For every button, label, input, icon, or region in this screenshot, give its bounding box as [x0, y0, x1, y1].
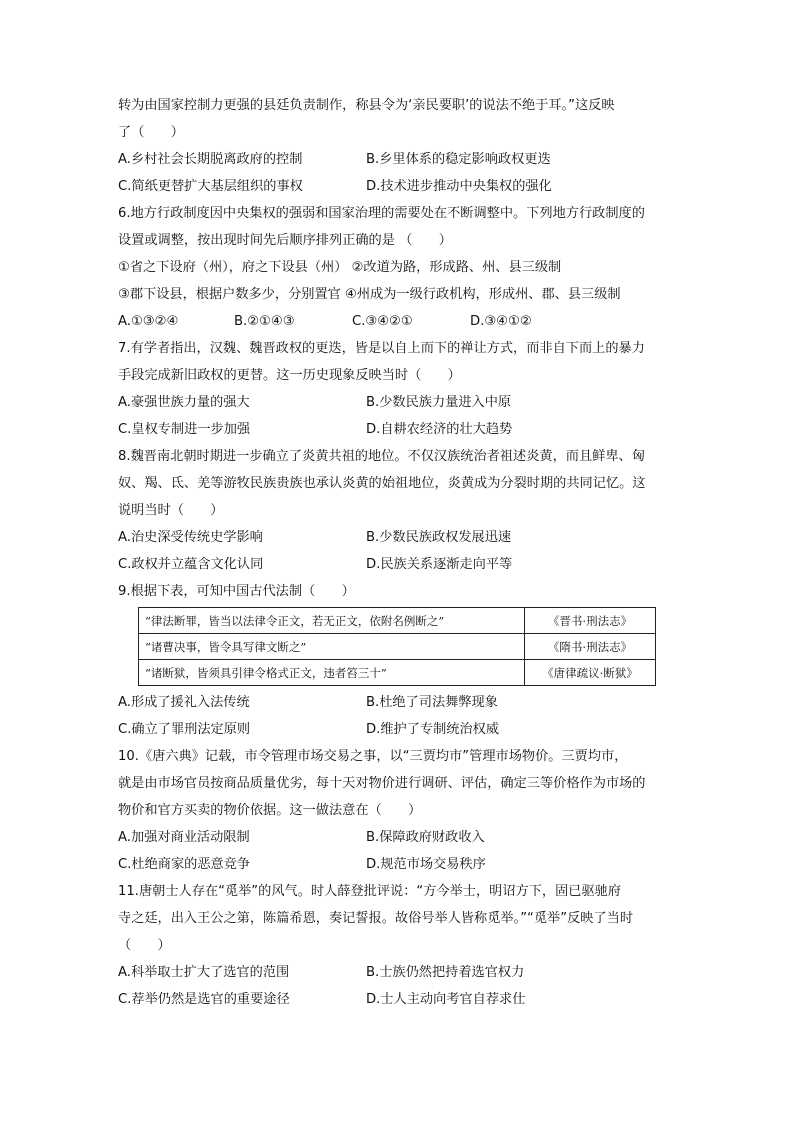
q6-option-b[interactable]: B.②①④③ — [234, 314, 295, 329]
q8-option-c[interactable]: C.政权并立蕴含文化认同 — [118, 557, 264, 572]
q10-options-row2 — [118, 851, 678, 878]
q7-stem-line1: 7.有学者指出，汉魏、魏晋政权的更迭，皆是以自上而下的禅让方式，而非自下而上的暴力 — [118, 341, 645, 356]
q7-options-row2 — [118, 416, 678, 443]
table-cell-quote: “诸断狱，皆须具引律令格式正文，违者笞三十” — [139, 660, 525, 686]
question-content — [118, 92, 678, 1013]
table-cell-quote: “诸曹决事，皆令具写律文断之” — [139, 634, 525, 660]
q10-stem-line1: 10.《唐六典》记载，市令管理市场交易之事，以“三贾均市”管理市场物价。三贾均市， — [118, 749, 628, 764]
table-cell-source: 《隋书·刑法志》 — [525, 634, 656, 660]
q7-option-a[interactable]: A.豪强世族力量的强大 — [118, 395, 250, 410]
q5-option-a[interactable]: A.乡村社会长期脱离政府的控制 — [118, 152, 303, 167]
q6-items-line1: ①省之下设府（州），府之下设县（州） ②改道为路，形成路、州、县三级制 — [118, 260, 562, 275]
q8-stem-line2: 奴、羯、氐、羌等游牧民族贵族也承认炎黄的始祖地位，炎黄成为分裂时期的共同记忆。这 — [118, 476, 646, 491]
q6-stem-line1: 6.地方行政制度因中央集权的强弱和国家治理的需要处在不断调整中。下列地方行政制度的 — [118, 206, 645, 221]
q8-option-d[interactable]: D.民族关系逐渐走向平等 — [366, 557, 513, 572]
q9-option-a[interactable]: A.形成了援礼入法传统 — [118, 695, 250, 710]
q10-option-d[interactable]: D.规范市场交易秩序 — [366, 857, 486, 872]
q9-option-c[interactable]: C.确立了罪刑法定原则 — [118, 722, 251, 737]
q11-option-b[interactable]: B.士族仍然把持着选官权力 — [366, 965, 525, 980]
q9-options-row1 — [118, 689, 678, 716]
q6-options-row — [118, 308, 678, 335]
q11-option-c[interactable]: C.荐举仍然是选官的重要途径 — [118, 992, 290, 1007]
q11-stem-line1: 11.唐朝士人存在“觅举”的风气。时人薛登批评说：“方今举士，明诏方下，固已驱驰府 — [118, 884, 622, 899]
q6-option-d[interactable]: D.③④①② — [470, 314, 532, 329]
q7-option-c[interactable]: C.皇权专制进一步加强 — [118, 422, 251, 437]
q9-stem: 9.根据下表，可知中国古代法制（ ） — [118, 584, 355, 599]
q10-options-row1 — [118, 824, 678, 851]
q8-option-a[interactable]: A.治史深受传统史学影响 — [118, 530, 263, 545]
q7-option-b[interactable]: B.少数民族力量进入中原 — [366, 395, 512, 410]
q11-stem-line3: （ ） — [118, 938, 171, 953]
q7-stem-line2: 手段完成新旧政权的更替。这一历史现象反映当时（ ） — [118, 368, 461, 383]
q6-items-line2: ③郡下设县，根据户数多少，分别置官 ④州成为一级行政机构，形成州、郡、县三级制 — [118, 287, 621, 302]
q7-option-d[interactable]: D.自耕农经济的壮大趋势 — [366, 422, 513, 437]
q9-option-d[interactable]: D.维护了专制统治权威 — [366, 722, 500, 737]
table-cell-source: 《唐律疏议·断狱》 — [525, 660, 656, 686]
q10-option-a[interactable]: A.加强对商业活动限制 — [118, 830, 250, 845]
table-cell-source: 《晋书·刑法志》 — [525, 608, 656, 634]
q6-stem-line2: 设置或调整，按出现时间先后顺序排列正确的是 （ ） — [118, 233, 452, 248]
q10-stem-line2: 就是由市场官员按商品质量优劣，每十天对物价进行调研、评估，确定三等价格作为市场的 — [118, 776, 646, 791]
q11-option-d[interactable]: D.士人主动向考官自荐求仕 — [366, 992, 526, 1007]
q11-options-row1 — [118, 959, 678, 986]
table-row — [139, 634, 656, 660]
table-cell-quote: “律法断罪，皆当以法律令正文，若无正文，依附名例断之” — [139, 608, 525, 634]
q11-options-row2 — [118, 986, 678, 1013]
q8-stem-line1: 8.魏晋南北朝时期进一步确立了炎黄共祖的地位。不仅汉族统治者祖述炎黄，而且鲜卑、匈 — [118, 449, 645, 464]
table-row — [139, 608, 656, 634]
q6-option-c[interactable]: C.③④②① — [352, 314, 413, 329]
q5-stem-line2: 了（ ） — [118, 125, 184, 140]
q10-option-c[interactable]: C.杜绝商家的恶意竞争 — [118, 857, 251, 872]
q9-option-b[interactable]: B.杜绝了司法舞弊现象 — [366, 695, 498, 710]
q8-options-row2 — [118, 551, 678, 578]
q7-options-row1 — [118, 389, 678, 416]
q11-stem-line2: 寺之廷，出入王公之第，陈篇希恩，奏记誓报。故俗号举人皆称觅举。”“觅举”反映了当时 — [118, 911, 634, 926]
q10-stem-line3: 物价和官方买卖的物价依据。这一做法意在（ ） — [118, 803, 422, 818]
q5-option-c[interactable]: C.简纸更替扩大基层组织的事权 — [118, 179, 303, 194]
q8-options-row1 — [118, 524, 678, 551]
q9-law-table — [138, 607, 656, 686]
table-row — [139, 660, 656, 686]
q5-options-row2 — [118, 173, 678, 200]
q5-option-b[interactable]: B.乡里体系的稳定影响政权更迭 — [366, 152, 551, 167]
q10-option-b[interactable]: B.保障政府财政收入 — [366, 830, 485, 845]
q8-option-b[interactable]: B.少数民族政权发展迅速 — [366, 530, 512, 545]
q8-stem-line3: 说明当时（ ） — [118, 503, 224, 518]
q5-option-d[interactable]: D.技术进步推动中央集权的强化 — [366, 179, 552, 194]
q6-option-a[interactable]: A.①③②④ — [118, 314, 179, 329]
q5-options-row1 — [118, 146, 678, 173]
q9-options-row2 — [118, 716, 678, 743]
q11-option-a[interactable]: A.科举取士扩大了选官的范围 — [118, 965, 290, 980]
q5-stem-line1: 转为由国家控制力更强的县廷负责制作，称县令为‘亲民要职’的说法不绝于耳。”这反映 — [118, 98, 615, 113]
